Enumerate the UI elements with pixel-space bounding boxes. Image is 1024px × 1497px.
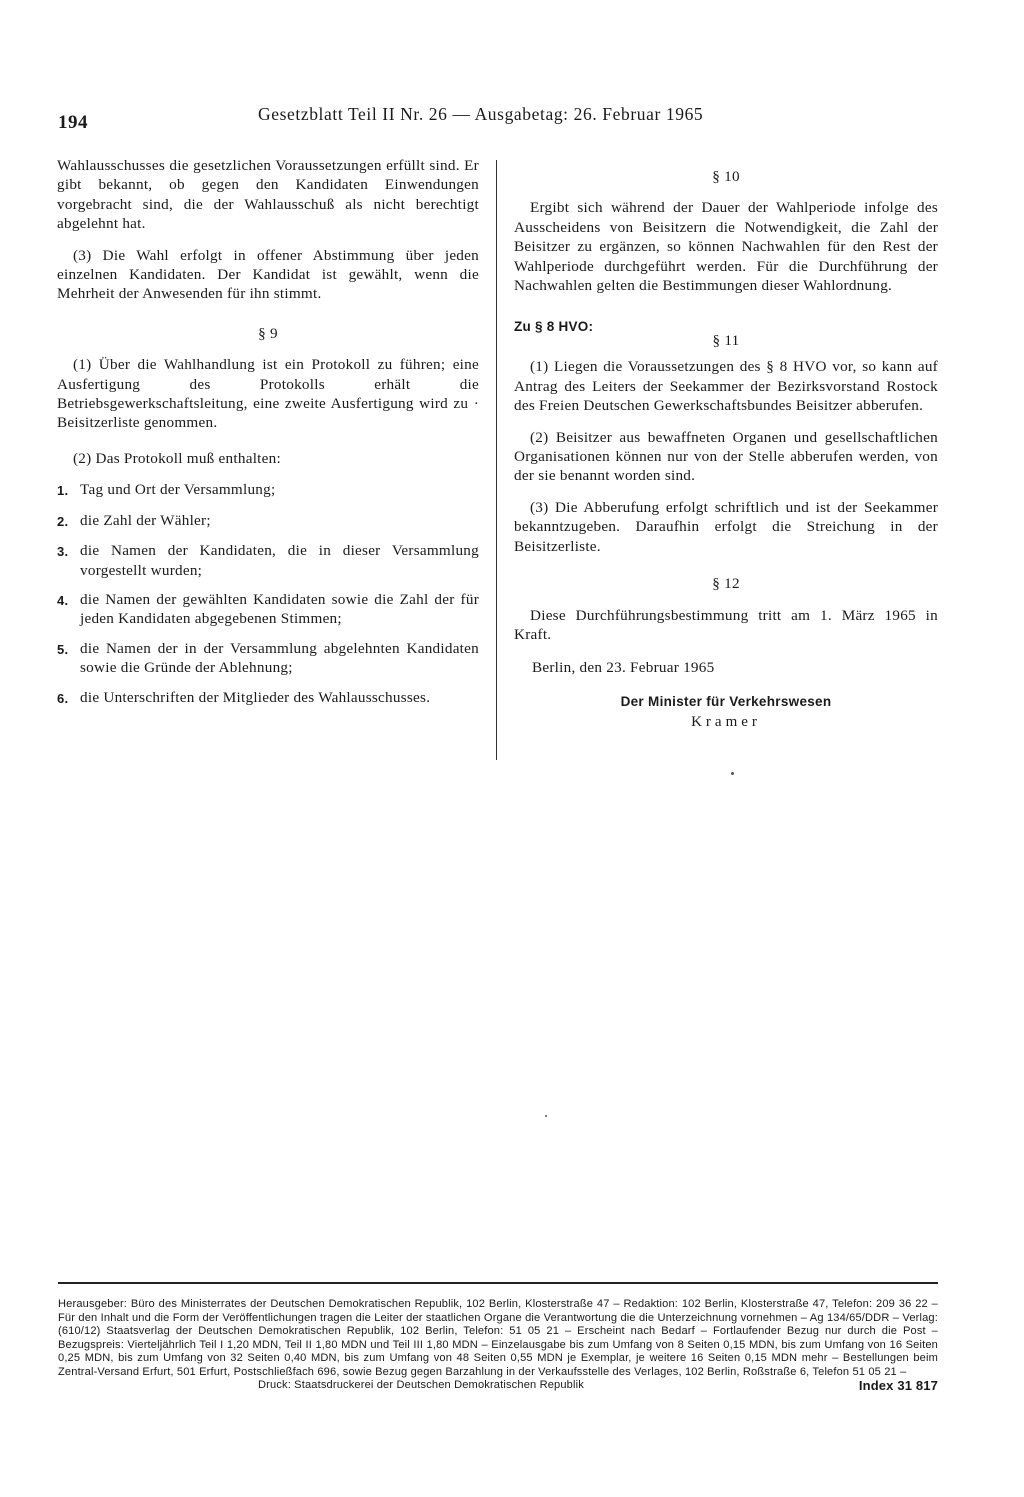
signature-name: Kramer [691,714,761,731]
index-number: Index 31 817 [858,1378,938,1393]
right-column [514,167,938,733]
left-column [57,156,479,718]
list-item [57,480,479,500]
imprint-text: Herausgeber: Büro des Ministerrates der Deutschen Demokratischen Republik, 102 Berlin, Klosterstraße 47 – Redaktion: 102 Berlin, Klosterstraße 47, Telefon: 209 36 22 – Für den Inhalt und die Form der Veröffentlichungen tragen die Leiter der staatlichen Organe die Verantwortung die die Unterzeichnung vornehmen – Ag 134/65/DDR – Verlag: (610/12) Staatsverlag der Deutschen Demokratischen Republik, 102 Berlin, Telefon: 51 05 21 – Erscheint nach Bedarf – Fortlaufender Bezug nur durch die Post – Bezugspreis: Vierteljährlich Teil I 1,20 MDN, Teil II 1,80 MDN und Teil III 1,80 MDN – Einzelausgabe bis zum Umfang von 8 Seiten 0,15 MDN, bis zum Umfang von 16 Seiten 0,25 MDN, bis zum Umfang von 32 Seiten 0,40 MDN, bis zum Umfang von 48 Seiten 0,55 MDN je Exemplar, je weitere 16 Seiten 0,15 MDN mehr – Bestellungen beim Zentral-Versand Erfurt, 501 Erfurt, Postschließfach 696, sowie Bezug gegen Barzahlung in der Verkaufsstelle des Verlages, 102 Berlin, Roßstraße 6, Telefon 51 05 21 – [58,1298,938,1378]
page-number: 194 [58,112,88,133]
list-number: 1. [57,483,69,499]
list-text: die Namen der Kandidaten, die in dieser Versammlung vorgestellt wurden; [80,542,479,579]
column-divider [496,160,497,760]
section-10-paragraph: Ergibt sich während der Dauer der Wahlperiode infolge des Ausscheidens von Beisitzern die Notwendigkeit, die Zahl der Beisitzer zu ergänzen, so können Nachwahlen für den Rest der Wahlperiode durchgeführt werden. Für die Durchführung der Nachwahlen gelten die Bestimmungen dieser Wahlordnung. [514,199,938,295]
section-11-paragraph-1: (1) Liegen die Voraussetzungen des § 8 HVO vor, so kann auf Antrag des Leiters der Seekammer der Bezirksvorstand Rostock des Freien Deutschen Gewerkschaftsbundes Beisitzer abberufen. [514,358,938,415]
section-11-paragraph-3: (3) Die Abberufung erfolgt schriftlich und ist der Seekammer bekanntzugeben. Daraufhin erfolgt die Streichung in der Beisitzerliste. [514,498,938,555]
list-text: die Namen der gewählten Kandidaten sowie die Zahl der für jeden Kandidaten abgegebenen Stimmen; [80,590,479,628]
list-number: 3. [57,544,69,560]
imprint-last-line [58,1379,938,1393]
section-9-paragraph-1: (1) Über die Wahlhandlung ist ein Protokoll zu führen; eine Ausfertigung des Protokolls erhält die Betriebsgewerkschaftsleitung, eine zweite Ausfertigung wird zu · Beisitzerliste genommen. [57,356,479,432]
section-12-paragraph: Diese Durchführungsbestimmung tritt am 1. März 1965 in Kraft. [514,606,938,643]
paragraph-3: (3) Die Wahl erfolgt in offener Abstimmung über jeden einzelnen Kandidaten. Der Kandidat ist gewählt, wenn die Mehrheit der Anwesenden für ihn stimmt. [57,246,479,303]
list-text: die Unterschriften der Mitglieder des Wahlausschusses. [80,688,431,706]
list-number: 2. [57,513,69,529]
print-speck [545,1115,547,1117]
list-number: 4. [57,592,69,608]
list-item [57,511,479,531]
footer-rule [58,1282,938,1284]
paragraph-continuation: Wahlausschusses die gesetzlichen Voraussetzungen erfüllt sind. Er gibt bekannt, ob gegen den Kandidaten Einwendungen vorgebracht sind, die der Wahlausschuß als nicht berechtigt abgelehnt hat. [57,157,479,233]
list-item [57,541,479,580]
list-item [57,639,479,678]
imprint [58,1298,938,1393]
page-header-title: Gesetzblatt Teil II Nr. 26 — Ausgabetag: 26. Februar 1965 [258,104,704,124]
section-heading-12: § 12 [712,575,740,593]
imprint-printer: Druck: Staatsdruckerei der Deutschen Demokratischen Republik [258,1379,584,1391]
list-item [57,688,479,708]
list-text: Tag und Ort der Versammlung; [80,481,276,499]
subheading-zu-8-hvo: Zu § 8 HVO: [514,319,594,335]
date-line: Berlin, den 23. Februar 1965 [532,659,715,677]
section-heading-10: § 10 [712,168,740,185]
list-text: die Zahl der Wähler; [80,511,211,529]
list-number: 6. [57,690,69,706]
section-heading-9: § 9 [258,324,278,342]
subheading-row [514,317,938,350]
section-9-paragraph-2: (2) Das Protokoll muß enthalten: [73,449,281,467]
list-text: die Namen der in der Versammlung abgelehnten Kandidaten sowie die Gründe der Ablehnung; [80,639,479,677]
section-11-paragraph-2: (2) Beisitzer aus bewaffneten Organen und gesellschaftlichen Organisationen können nur von der Stelle abberufen werden, von der sie benannt worden sind. [514,428,938,485]
section-heading-11: § 11 [712,332,740,350]
protocol-contents-list [57,480,479,708]
list-item [57,590,479,629]
print-speck [731,772,734,775]
list-number: 5. [57,641,69,657]
signature-title: Der Minister für Verkehrswesen [620,693,832,709]
